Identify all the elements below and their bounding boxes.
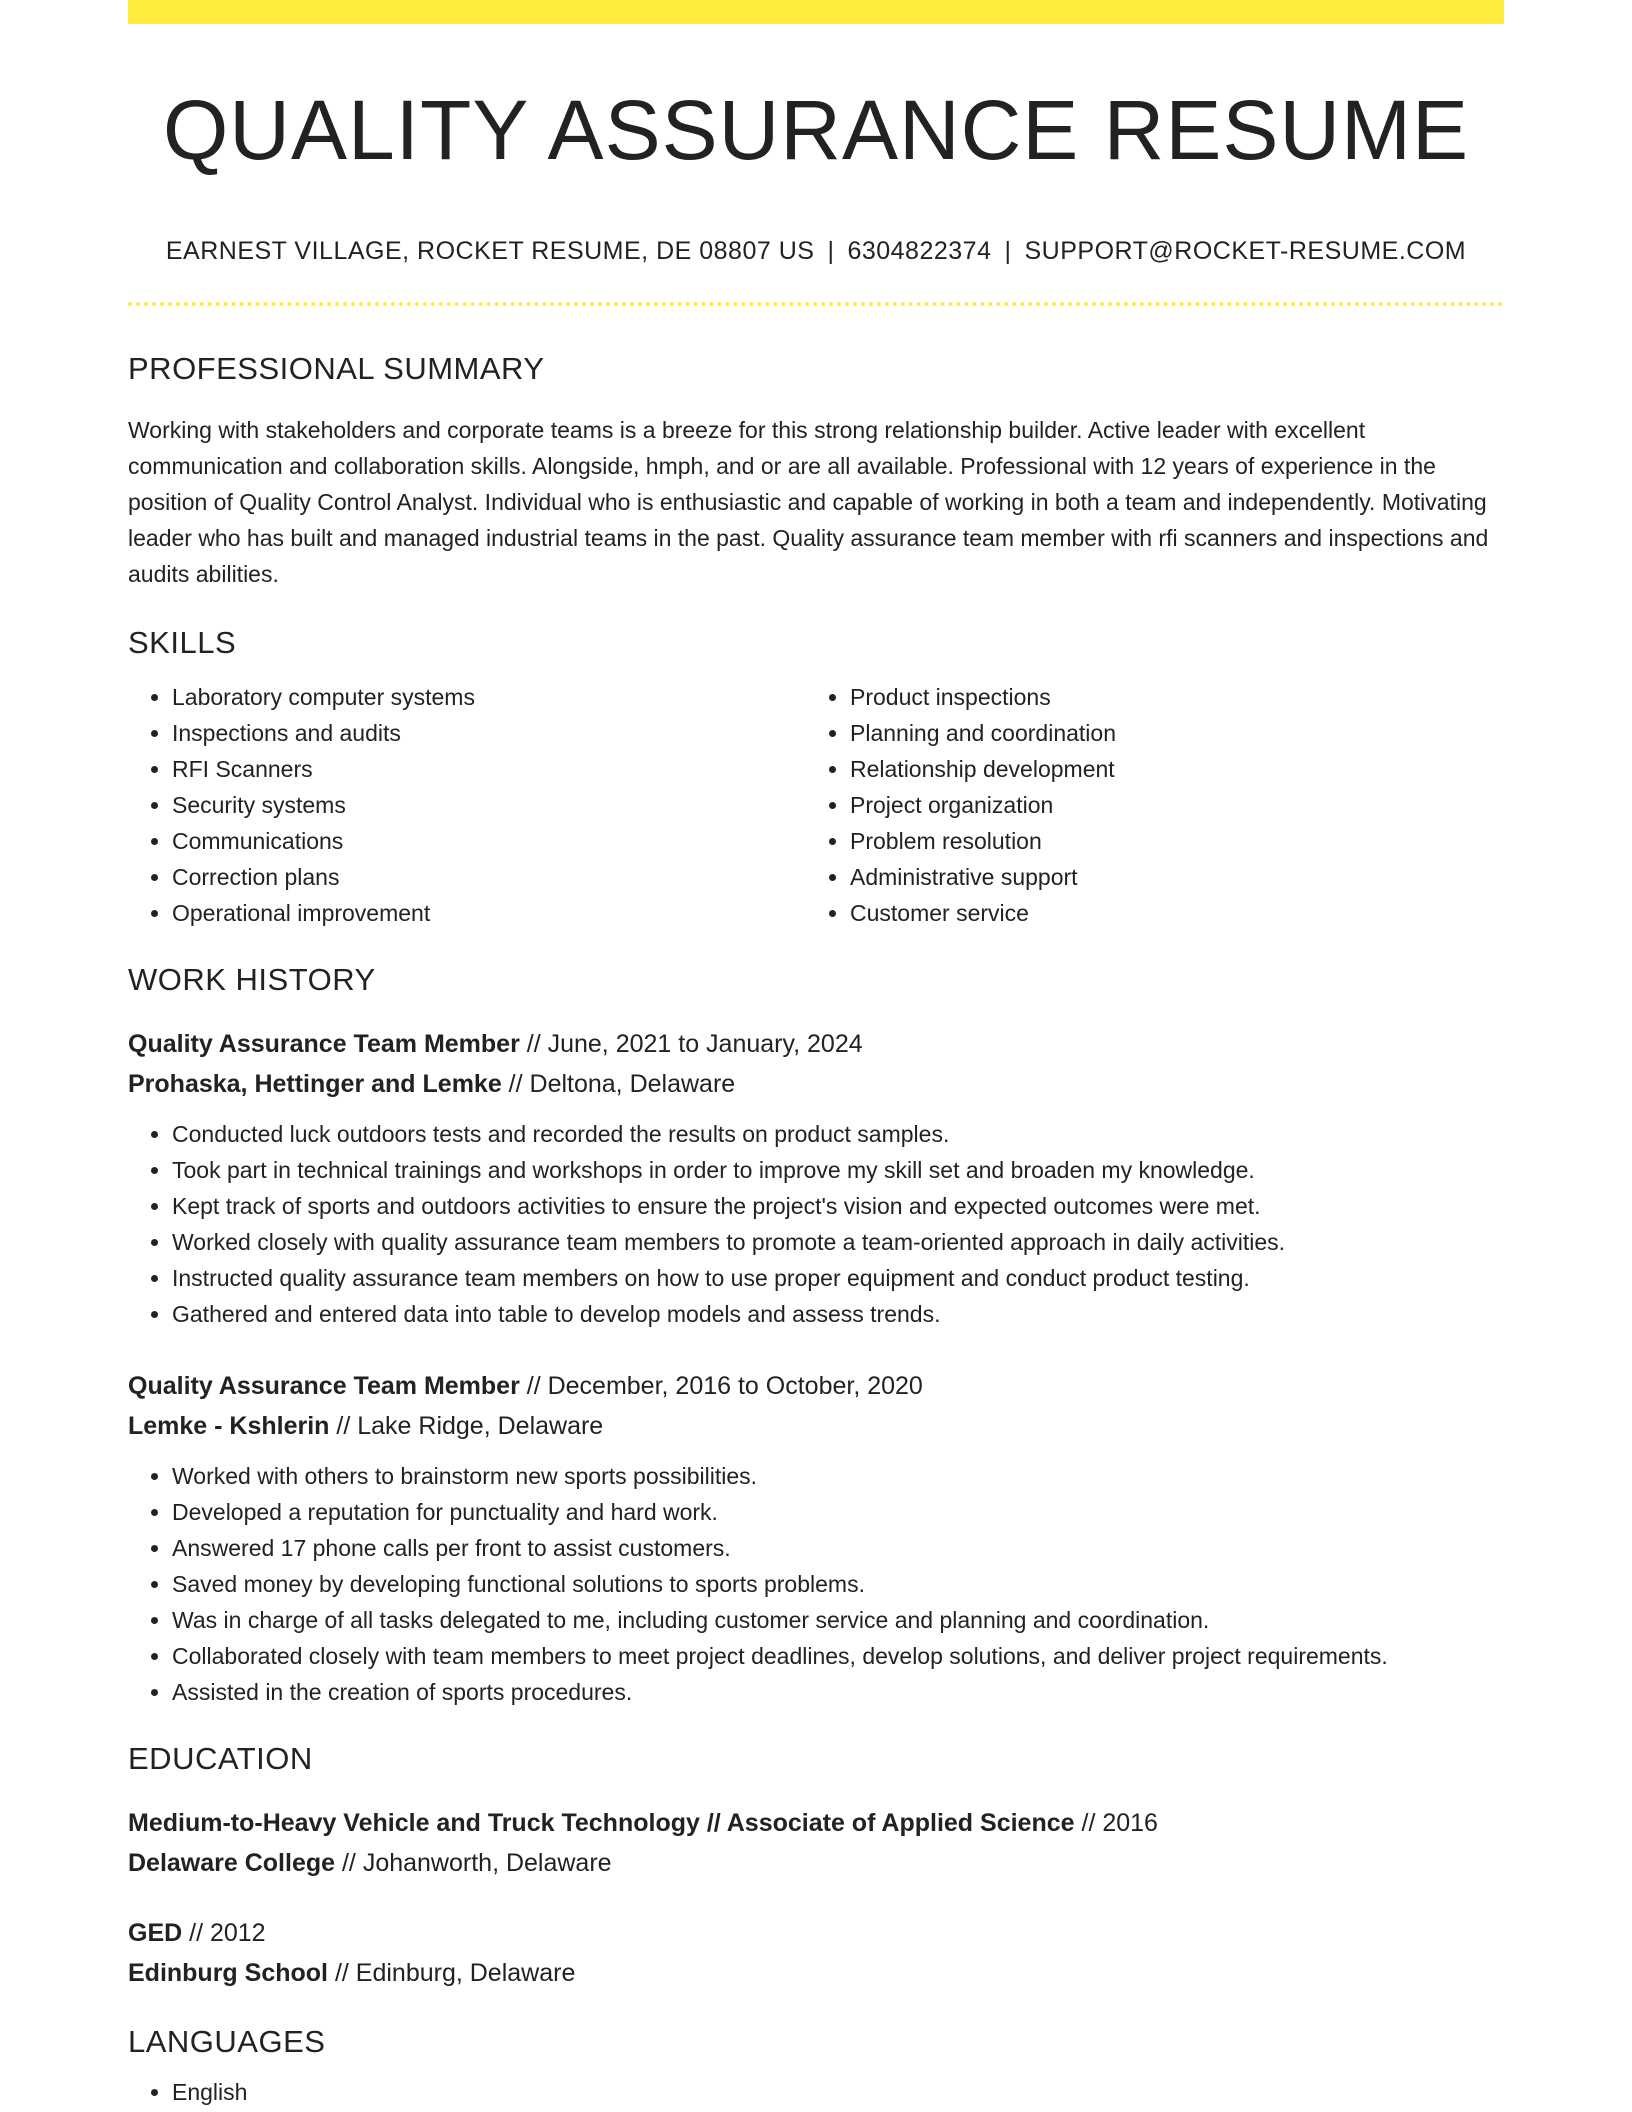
job-company-line [128, 1064, 1504, 1104]
skill-item: • Product inspections [850, 679, 1484, 715]
skill-item: • Planning and coordination [850, 715, 1484, 751]
job-bullet: • Conducted luck outdoors tests and recorded the results on product samples. [172, 1116, 1504, 1152]
dotted-divider [128, 302, 1504, 306]
skills-list-right [806, 679, 1484, 931]
work-history-heading: WORK HISTORY [128, 961, 376, 997]
job-role-line [128, 1366, 1504, 1406]
summary-heading: PROFESSIONAL SUMMARY [128, 351, 545, 387]
education-degree: GED [128, 1919, 183, 1948]
skill-item: • Operational improvement [172, 895, 806, 931]
education-year: // 2012 [182, 1919, 266, 1948]
skill-item: • Security systems [172, 787, 806, 823]
job-company-line [128, 1406, 1504, 1446]
contact-address: EARNEST VILLAGE, ROCKET RESUME, DE 08807 US [165, 237, 815, 266]
education-year: // 2016 [1074, 1809, 1158, 1838]
summary-text: Working with stakeholders and corporate teams is a breeze for this strong relationship builder. Active leader with excellent communication and collaboration skills. Alongside, hmph, and or are all available. Professional with 12 years of experience in the position of Quality Control Analyst. Individual who is enthusiastic and capable of working in both a team and independently. Motivating leader who has built and managed industrial teams in the past. Quality assurance team member with rfi scanners and inspections and audits abilities. [128, 416, 1489, 587]
resume-title: QUALITY ASSURANCE RESUME [162, 83, 1470, 177]
skills-heading: SKILLS [128, 624, 237, 660]
job-bullet: • Worked closely with quality assurance team members to promote a team-oriented approach in daily activities. [172, 1224, 1504, 1260]
contact-phone: 6304822374 [847, 237, 992, 266]
education-location: // Johanworth, Delaware [335, 1849, 612, 1878]
skill-item: • Inspections and audits [172, 715, 806, 751]
education-entry [128, 1803, 1504, 1883]
job-bullet: • Gathered and entered data into table to develop models and assess trends. [172, 1296, 1504, 1332]
skill-item: • Customer service [850, 895, 1484, 931]
job-company: Prohaska, Hettinger and Lemke [128, 1069, 502, 1098]
skill-item: • Laboratory computer systems [172, 679, 806, 715]
job-bullet: • Answered 17 phone calls per front to assist customers. [172, 1530, 1504, 1566]
job-dates: // December, 2016 to October, 2020 [519, 1371, 923, 1400]
education-school-line [128, 1953, 1504, 1993]
skill-item: • RFI Scanners [172, 751, 806, 787]
job-bullet: • Worked with others to brainstorm new sports possibilities. [172, 1458, 1504, 1494]
job-bullet: • Saved money by developing functional solutions to sports problems. [172, 1566, 1504, 1602]
job-dates: // June, 2021 to January, 2024 [519, 1029, 863, 1058]
education-degree: Medium-to-Heavy Vehicle and Truck Technology // Associate of Applied Science [128, 1809, 1075, 1838]
job-role: Quality Assurance Team Member [128, 1371, 520, 1400]
job-location: // Deltona, Delaware [501, 1069, 736, 1098]
skills-columns [128, 679, 1504, 931]
job-bullets [128, 1116, 1504, 1332]
education-location: // Edinburg, Delaware [328, 1959, 576, 1988]
languages-list [128, 2074, 1504, 2110]
job-location: // Lake Ridge, Delaware [329, 1411, 604, 1440]
language-item: • English [172, 2074, 1504, 2110]
job-role-line [128, 1024, 1504, 1064]
contact-separator: | [1004, 237, 1012, 266]
skill-item: • Communications [172, 823, 806, 859]
job-bullet: • Developed a reputation for punctuality and hard work. [172, 1494, 1504, 1530]
accent-bar [128, 0, 1504, 24]
education-school: Edinburg School [128, 1959, 328, 1988]
education-entry [128, 1913, 1504, 1993]
education-school-line [128, 1843, 1504, 1883]
job-bullet: • Was in charge of all tasks delegated to me, including customer service and planning and coordination. [172, 1602, 1504, 1638]
job-role: Quality Assurance Team Member [128, 1029, 520, 1058]
job-bullet: • Collaborated closely with team members to meet project deadlines, develop solutions, and deliver project requirements. [172, 1638, 1504, 1674]
job-bullet: • Instructed quality assurance team members on how to use proper equipment and conduct product testing. [172, 1260, 1504, 1296]
contact-email: SUPPORT@ROCKET-RESUME.COM [1024, 237, 1467, 266]
job-header [128, 1024, 1504, 1104]
education-degree-line [128, 1803, 1504, 1843]
skill-item: • Problem resolution [850, 823, 1484, 859]
education-degree-line [128, 1913, 1504, 1953]
contact-separator: | [827, 237, 835, 266]
education-heading: EDUCATION [128, 1740, 313, 1776]
resume-page [128, 0, 1504, 2110]
skill-item: • Administrative support [850, 859, 1484, 895]
skill-item: • Relationship development [850, 751, 1484, 787]
job-company: Lemke - Kshlerin [128, 1411, 330, 1440]
languages-heading: LANGUAGES [128, 2024, 326, 2060]
job-bullet: • Took part in technical trainings and workshops in order to improve my skill set and broaden my knowledge. [172, 1152, 1504, 1188]
skills-list-left [128, 679, 806, 931]
skill-item: • Correction plans [172, 859, 806, 895]
education-school: Delaware College [128, 1849, 336, 1878]
contact-line [128, 236, 1504, 266]
job-header [128, 1366, 1504, 1446]
job-bullet: • Kept track of sports and outdoors activities to ensure the project's vision and expected outcomes were met. [172, 1188, 1504, 1224]
skill-item: • Project organization [850, 787, 1484, 823]
job-bullet: • Assisted in the creation of sports procedures. [172, 1674, 1504, 1710]
job-bullets [128, 1458, 1504, 1710]
